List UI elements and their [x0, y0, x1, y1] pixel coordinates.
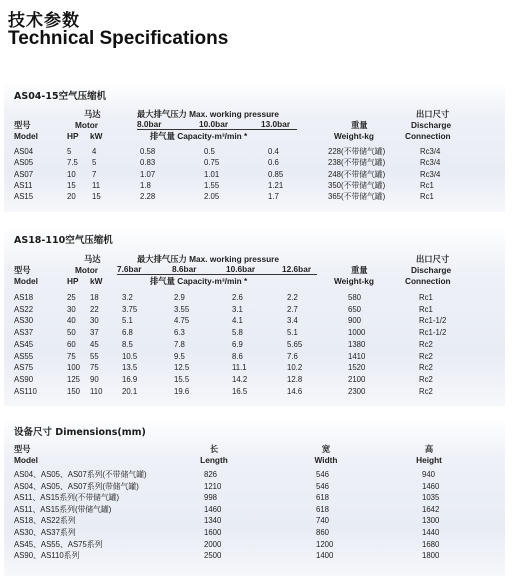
header-hp: HP	[67, 131, 79, 141]
cell-height: 1680	[422, 539, 440, 549]
cell-c3: 6.9	[232, 339, 243, 349]
cell-weight: 350(不带储气罐)	[328, 180, 386, 190]
cell-hp: 20	[67, 192, 76, 202]
cell-length: 2000	[204, 539, 222, 549]
cell-conn: Rc2	[419, 351, 433, 361]
header-weight-cn: 重量	[351, 120, 368, 130]
header-model-cn: 型号	[14, 444, 31, 454]
header-outlet-en2: Connection	[405, 276, 451, 286]
cell-length: 1600	[204, 528, 222, 537]
cell-c4: 5.65	[287, 339, 303, 349]
cell-c4: 2.2	[287, 293, 298, 302]
cell-model: AS05	[14, 158, 34, 168]
spec-panel-as18-110	[4, 226, 505, 406]
pressure-13bar: 13.0bar	[261, 119, 291, 129]
cell-hp: 10	[67, 169, 76, 179]
cell-width: 618	[316, 493, 330, 503]
cell-conn: Rc3/4	[420, 147, 441, 156]
cell-conn: Rc1-1/2	[419, 316, 447, 326]
header-length-en: Length	[200, 455, 228, 465]
cell-model: AS45、AS55、AS75系列	[14, 539, 103, 549]
header-motor-en: Motor	[75, 265, 99, 275]
header-motor-cn: 马达	[84, 254, 101, 264]
cell-c3: 1.21	[268, 180, 284, 190]
cell-c3: 0.85	[268, 169, 284, 179]
section-title: AS04-15空气压缩机	[14, 91, 107, 102]
cell-length: 2500	[204, 551, 222, 561]
header-width-en: Width	[314, 455, 338, 465]
cell-model: AS22	[14, 304, 34, 314]
cell-kw: 45	[90, 339, 99, 349]
dimensions-panel	[4, 418, 505, 576]
cell-kw: 75	[90, 363, 99, 373]
cell-c3: 4.1	[232, 316, 243, 326]
cell-conn: Rc1	[419, 293, 433, 302]
header-model-en: Model	[14, 131, 38, 141]
cell-weight: 248(不带储气罐)	[328, 169, 386, 179]
cell-hp: 25	[67, 293, 76, 302]
spec-panel-as04-15	[4, 82, 505, 212]
cell-model: AS30	[14, 316, 34, 326]
cell-c4: 10.2	[287, 363, 303, 373]
cell-height: 1800	[422, 551, 440, 561]
cell-weight: 650	[348, 304, 362, 314]
cell-weight: 238(不带储气罐)	[328, 158, 386, 168]
cell-conn: Rc1	[419, 304, 433, 314]
cell-width: 860	[316, 528, 330, 537]
header-capacity: 排气量 Capacity-m³/min *	[150, 131, 248, 141]
cell-length: 1210	[204, 481, 222, 491]
cell-model: AS55	[14, 351, 34, 361]
cell-kw: 55	[90, 351, 99, 361]
cell-c2: 4.75	[174, 316, 190, 326]
cell-length: 1340	[204, 516, 222, 526]
cell-hp: 100	[67, 363, 81, 373]
cell-c2: 0.75	[204, 158, 220, 168]
section-title: 设备尺寸 Dimensions(mm)	[14, 427, 146, 438]
cell-kw: 30	[90, 316, 99, 326]
cell-width: 546	[316, 481, 330, 491]
cell-c4: 2.7	[287, 304, 298, 314]
cell-c3: 5.8	[232, 328, 243, 338]
header-model-cn: 型号	[14, 120, 31, 130]
header-motor-cn: 马达	[84, 109, 101, 119]
header-pressure: 最大排气压力 Max. working pressure	[137, 254, 280, 264]
cell-c4: 7.6	[287, 351, 298, 361]
section-title: AS18-110空气压缩机	[14, 235, 113, 246]
cell-width: 618	[316, 504, 330, 514]
pressure-10.6bar: 10.6bar	[226, 264, 256, 274]
cell-conn: Rc2	[419, 386, 433, 396]
cell-c1: 20.1	[122, 386, 138, 396]
pressure-8bar: 8.0bar	[137, 119, 162, 129]
cell-c2: 9.5	[174, 351, 185, 361]
cell-c1: 0.83	[140, 158, 156, 168]
cell-c3: 2.6	[232, 293, 243, 302]
pressure-10bar: 10.0bar	[199, 119, 229, 129]
cell-c3: 8.6	[232, 351, 243, 361]
cell-c1: 10.5	[122, 351, 138, 361]
pressure-7.6bar: 7.6bar	[117, 264, 142, 274]
cell-hp: 40	[67, 316, 76, 326]
header-motor-en: Motor	[75, 120, 99, 130]
cell-c3: 11.1	[232, 363, 247, 373]
cell-kw: 22	[90, 304, 99, 314]
cell-height: 1460	[422, 481, 440, 491]
page-title-en: Technical Specifications	[8, 28, 229, 49]
cell-width: 546	[316, 470, 330, 479]
header-outlet-en1: Discharge	[411, 120, 452, 130]
cell-weight: 228(不带储气罐)	[328, 147, 386, 156]
cell-model: AS04	[14, 147, 34, 156]
cell-c2: 3.55	[174, 304, 190, 314]
pressure-8.6bar: 8.6bar	[172, 264, 197, 274]
header-weight-cn: 重量	[351, 265, 368, 275]
cell-conn: Rc3/4	[420, 158, 441, 168]
cell-weight: 1520	[348, 363, 366, 373]
cell-c2: 6.3	[174, 328, 185, 338]
pressure-underline	[117, 274, 317, 275]
cell-c4: 14.6	[287, 386, 303, 396]
cell-model: AS15	[14, 192, 34, 202]
cell-c2: 2.9	[174, 293, 185, 302]
cell-model: AS18	[14, 293, 34, 302]
cell-c1: 1.07	[140, 169, 156, 179]
header-kw: kW	[90, 276, 103, 286]
cell-c3: 0.6	[268, 158, 279, 168]
cell-height: 1035	[422, 493, 440, 503]
cell-height: 1300	[422, 516, 440, 526]
cell-c4: 3.4	[287, 316, 298, 326]
cell-model: AS90、AS110系列	[14, 551, 80, 561]
cell-c1: 0.58	[140, 147, 156, 156]
cell-weight: 365(不带储气罐)	[328, 192, 386, 202]
cell-conn: Rc2	[419, 339, 433, 349]
cell-model: AS18、AS22系列	[14, 516, 76, 526]
cell-height: 1440	[422, 528, 440, 537]
cell-hp: 30	[67, 304, 76, 314]
header-weight-en: Weight-kg	[334, 131, 374, 141]
cell-weight: 2100	[348, 374, 366, 384]
cell-model: AS04、AS05、AS07系列(不带储气罐)	[14, 470, 147, 479]
header-kw: kW	[90, 131, 103, 141]
cell-kw: 15	[92, 192, 101, 202]
cell-c4: 12.8	[287, 374, 303, 384]
cell-c2: 2.05	[204, 192, 220, 202]
header-width-cn: 宽	[321, 444, 331, 454]
cell-model: AS75	[14, 363, 34, 373]
header-pressure: 最大排气压力 Max. working pressure	[137, 109, 280, 119]
cell-kw: 5	[92, 158, 97, 168]
cell-length: 1460	[204, 504, 222, 514]
cell-kw: 18	[90, 293, 99, 302]
cell-c2: 19.6	[174, 386, 190, 396]
cell-kw: 90	[90, 374, 99, 384]
cell-model: AS30、AS37系列	[14, 528, 76, 537]
cell-c2: 7.8	[174, 339, 185, 349]
cell-c1: 1.8	[140, 180, 151, 190]
header-outlet-en1: Discharge	[411, 265, 452, 275]
cell-weight: 1410	[348, 351, 366, 361]
cell-weight: 1000	[348, 328, 366, 338]
cell-model: AS110	[14, 386, 37, 396]
cell-height: 940	[422, 470, 436, 479]
cell-length: 826	[204, 470, 218, 479]
cell-model: AS45	[14, 339, 34, 349]
cell-c2: 0.5	[204, 147, 215, 156]
cell-model: AS04、AS05、AS07系列(带储气罐)	[14, 481, 139, 491]
header-model-cn: 型号	[14, 265, 31, 275]
cell-model: AS90	[14, 374, 34, 384]
cell-c2: 15.5	[174, 374, 190, 384]
cell-kw: 11	[92, 180, 101, 190]
cell-hp: 5	[67, 147, 72, 156]
header-outlet-en2: Connection	[405, 131, 451, 141]
pressure-12.6bar: 12.6bar	[282, 264, 312, 274]
cell-height: 1642	[422, 504, 440, 514]
cell-c2: 1.01	[204, 169, 220, 179]
cell-c1: 3.2	[122, 293, 133, 302]
header-hp: HP	[67, 276, 79, 286]
cell-conn: Rc1	[420, 192, 434, 202]
cell-c3: 3.1	[232, 304, 243, 314]
cell-hp: 50	[67, 328, 76, 338]
cell-conn: Rc3/4	[420, 169, 441, 179]
cell-c2: 1.55	[204, 180, 220, 190]
cell-width: 740	[316, 516, 330, 526]
cell-weight: 2300	[348, 386, 366, 396]
cell-model: AS07	[14, 169, 34, 179]
cell-model: AS11、AS15系列(带储气罐)	[14, 504, 112, 514]
cell-hp: 15	[67, 180, 76, 190]
cell-c3: 14.2	[232, 374, 248, 384]
cell-hp: 150	[67, 386, 81, 396]
cell-weight: 1380	[348, 339, 366, 349]
cell-weight: 900	[348, 316, 362, 326]
cell-model: AS37	[14, 328, 34, 338]
cell-width: 1400	[316, 551, 334, 561]
header-height-cn: 高	[424, 444, 434, 454]
header-outlet-cn: 出口尺寸	[416, 254, 450, 264]
header-length-cn: 长	[209, 444, 219, 454]
cell-kw: 7	[92, 169, 97, 179]
header-model-en: Model	[14, 455, 38, 465]
cell-conn: Rc1-1/2	[419, 328, 447, 338]
cell-kw: 110	[90, 386, 103, 396]
cell-hp: 7.5	[67, 158, 78, 168]
cell-conn: Rc2	[419, 374, 433, 384]
cell-length: 998	[204, 493, 218, 503]
cell-c1: 8.5	[122, 339, 133, 349]
cell-c1: 6.8	[122, 328, 133, 338]
cell-model: AS11	[14, 180, 33, 190]
cell-model: AS11、AS15系列(不带储气罐)	[14, 493, 120, 503]
cell-kw: 37	[90, 328, 99, 338]
cell-hp: 125	[67, 374, 81, 384]
header-model-en: Model	[14, 276, 38, 286]
header-capacity: 排气量 Capacity-m³/min *	[150, 276, 248, 286]
cell-c1: 16.9	[122, 374, 138, 384]
pressure-underline	[137, 129, 297, 130]
cell-width: 1200	[316, 539, 334, 549]
cell-c1: 13.5	[122, 363, 138, 373]
cell-conn: Rc2	[419, 363, 433, 373]
cell-conn: Rc1	[420, 180, 434, 190]
header-weight-en: Weight-kg	[334, 276, 374, 286]
cell-hp: 60	[67, 339, 76, 349]
header-height-en: Height	[416, 455, 442, 465]
cell-c1: 5.1	[122, 316, 133, 326]
cell-c1: 3.75	[122, 304, 138, 314]
header-outlet-cn: 出口尺寸	[416, 109, 450, 119]
cell-c4: 5.1	[287, 328, 298, 338]
cell-kw: 4	[92, 147, 97, 156]
cell-weight: 580	[348, 293, 362, 302]
cell-c3: 16.5	[232, 386, 248, 396]
cell-c2: 12.5	[174, 363, 190, 373]
cell-c3: 1.7	[268, 192, 279, 202]
cell-c1: 2.28	[140, 192, 156, 202]
page-title-cn: 技术参数	[8, 11, 80, 31]
cell-hp: 75	[67, 351, 76, 361]
cell-c3: 0.4	[268, 147, 279, 156]
